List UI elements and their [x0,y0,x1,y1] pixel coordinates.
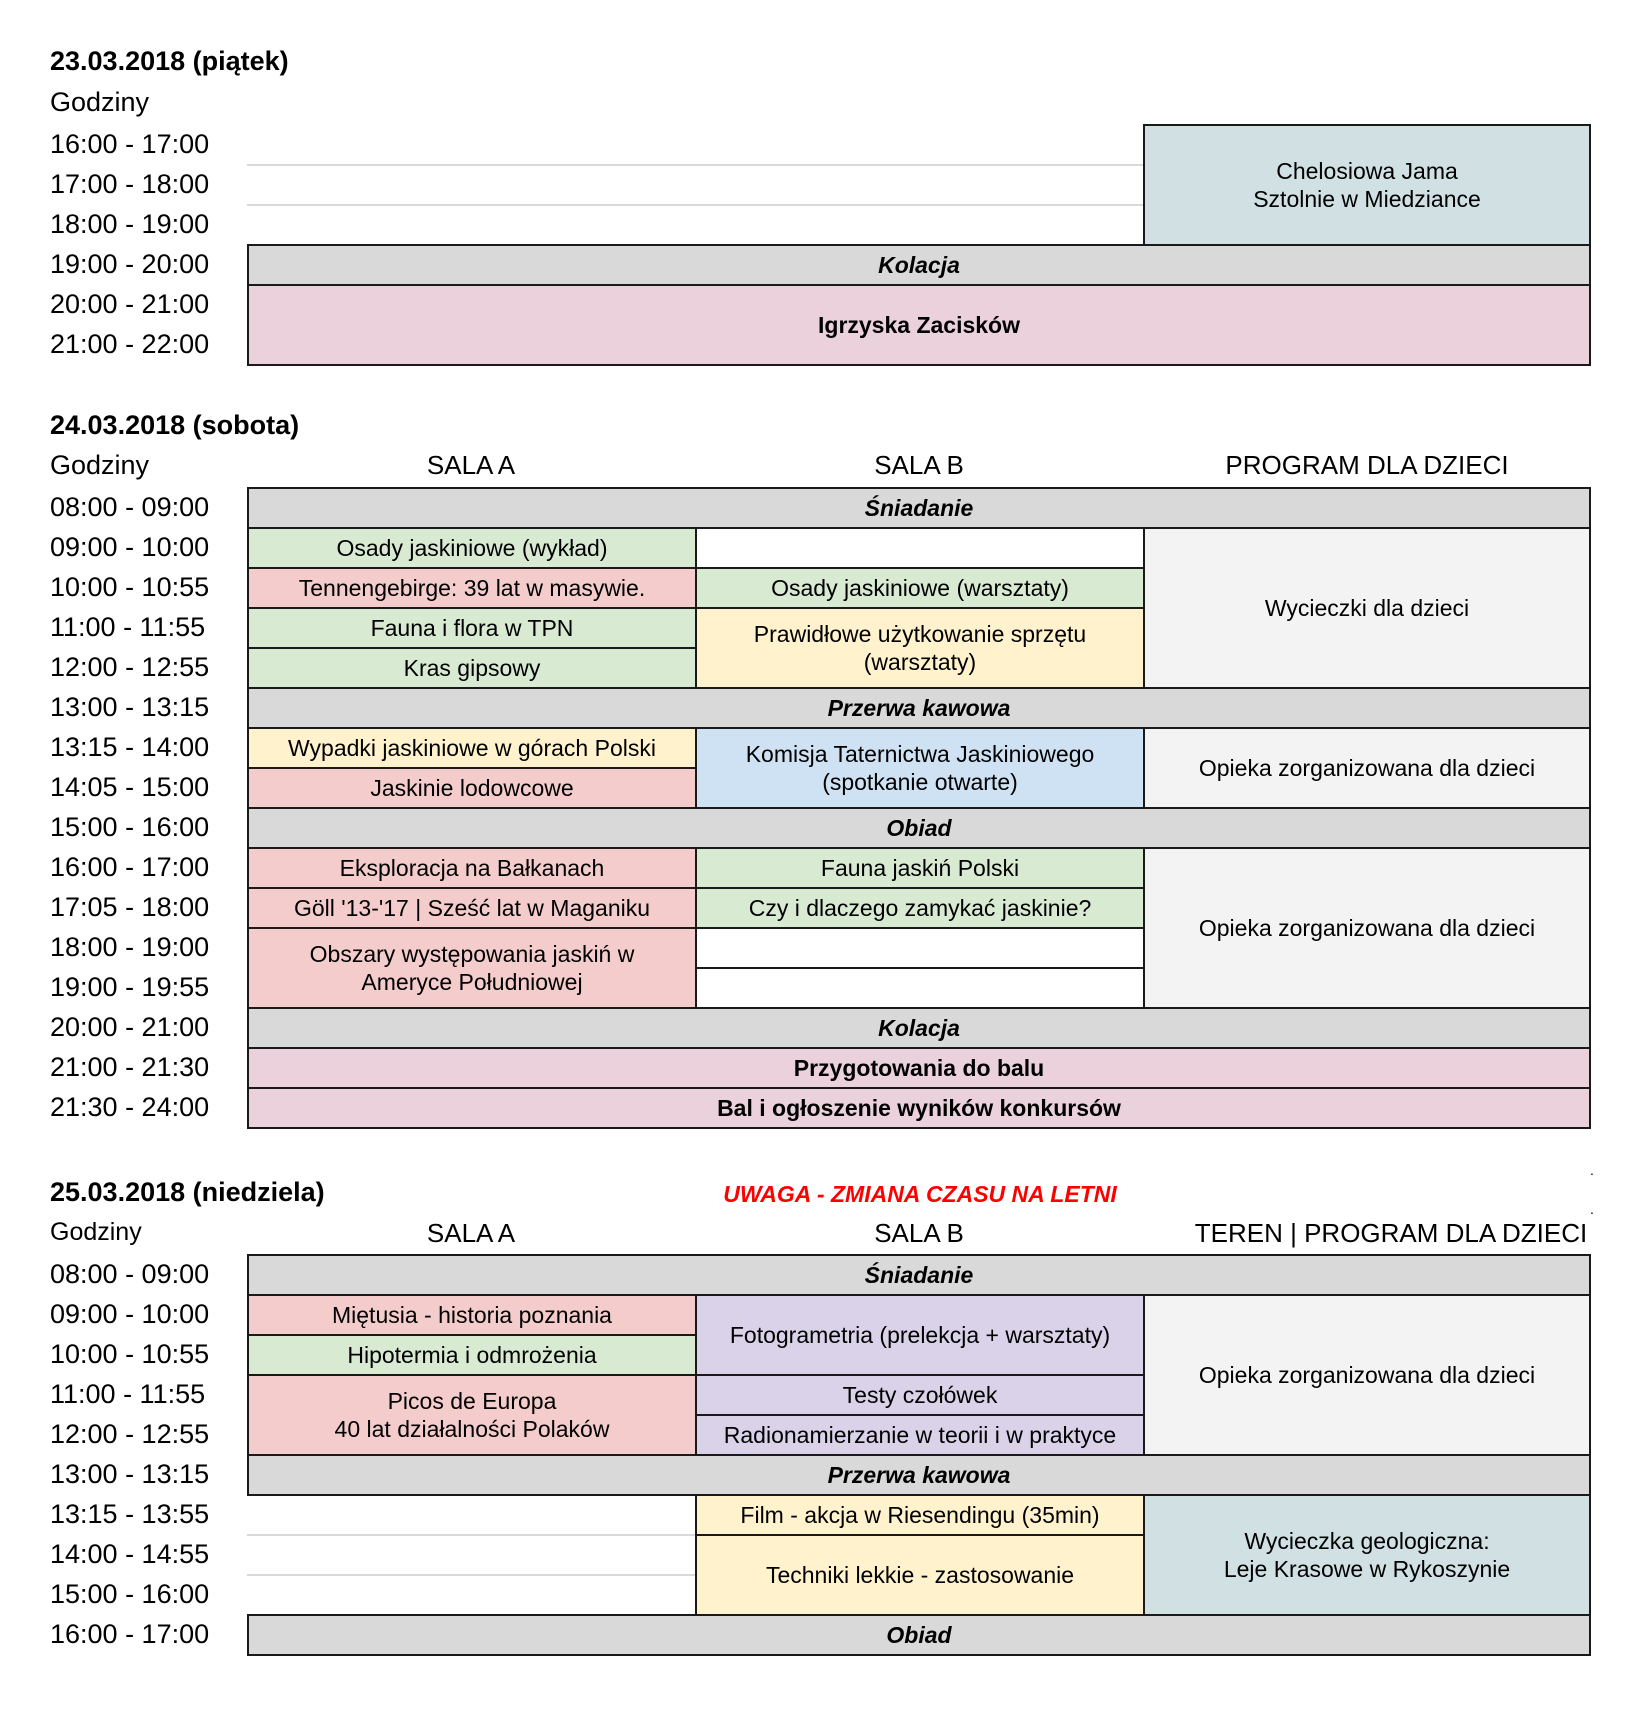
day-title: 24.03.2018 (sobota) [50,410,300,440]
event-commission: Komisja Taternictwa Jaskiniowego (spotkanie otwarte) [695,727,1145,809]
stray-dot: . [1590,1162,1594,1178]
grid-line [247,1574,695,1576]
time-slot: 21:00 - 21:30 [50,1052,210,1082]
event-games: Igrzyska Zacisków [247,284,1591,366]
event-radio: Radionamierzanie w teorii i w praktyce [695,1414,1145,1456]
time-slot: 12:00 - 12:55 [50,1419,210,1449]
time-slot: 17:00 - 18:00 [50,169,210,199]
time-slot: 21:30 - 24:00 [50,1092,210,1122]
event-dinner: Kolacja [247,1007,1591,1049]
event-cave-fauna: Fauna jaskiń Polski [695,847,1145,889]
time-slot: 16:00 - 17:00 [50,129,210,159]
time-slot: 13:00 - 13:15 [50,692,210,722]
column-header-sala-b: SALA B [874,1218,964,1248]
event-picos: Picos de Europa 40 lat działalności Polaków [247,1374,697,1456]
event-accidents: Wypadki jaskiniowe w górach Polski [247,727,697,769]
time-slot: 15:00 - 16:00 [50,812,210,842]
event-equipment-workshop: Prawidłowe użytkowanie sprzętu (warsztaty) [695,607,1145,689]
event-coffee-break: Przerwa kawowa [247,1454,1591,1496]
time-slot: 09:00 - 10:00 [50,532,210,562]
event-breakfast: Śniadanie [247,1254,1591,1296]
time-slot: 20:00 - 21:00 [50,289,210,319]
time-slot: 16:00 - 17:00 [50,1619,210,1649]
empty-slot [695,927,1145,969]
event-balkans: Eksploracja na Bałkanach [247,847,697,889]
event-breakfast: Śniadanie [247,487,1591,529]
time-slot: 17:05 - 18:00 [50,892,210,922]
column-header-sala-b: SALA B [874,450,964,480]
event-closing-caves: Czy i dlaczego zamykać jaskinie? [695,887,1145,929]
time-slot: 16:00 - 17:00 [50,852,210,882]
time-slot: 19:00 - 19:55 [50,972,210,1002]
event-coffee-break: Przerwa kawowa [247,687,1591,729]
event-settlements-workshop: Osady jaskiniowe (warsztaty) [695,567,1145,609]
time-slot: 10:00 - 10:55 [50,572,210,602]
time-slot: 14:00 - 14:55 [50,1539,210,1569]
event-settlements-lecture: Osady jaskiniowe (wykład) [247,527,697,569]
time-slot: 20:00 - 21:00 [50,1012,210,1042]
time-slot: 14:05 - 15:00 [50,772,210,802]
column-header-sala-a: SALA A [426,1218,516,1248]
event-dinner: Kolacja [247,244,1591,286]
time-slot: 21:00 - 22:00 [50,329,210,359]
column-header-sala-a: SALA A [426,450,516,480]
time-slot: 08:00 - 09:00 [50,492,210,522]
event-lunch: Obiad [247,1614,1591,1656]
event-cave-trip: Chelosiowa Jama Sztolnie w Miedziance [1143,124,1591,246]
column-header-field-kids: TEREN | PROGRAM DLA DZIECI [1194,1218,1588,1248]
event-ice-caves: Jaskinie lodowcowe [247,767,697,809]
event-photogrammetry: Fotogrametria (prelekcja + warsztaty) [695,1294,1145,1376]
time-slot: 13:00 - 13:15 [50,1459,210,1489]
time-slot: 13:15 - 13:55 [50,1499,210,1529]
empty-slot [695,527,1145,569]
event-ball-prep: Przygotowania do balu [247,1047,1591,1089]
time-slot: 10:00 - 10:55 [50,1339,210,1369]
event-kids-care: Opieka zorganizowana dla dzieci [1143,1294,1591,1456]
time-slot: 11:00 - 11:55 [50,1379,206,1409]
event-south-america: Obszary występowania jaskiń w Ameryce Południowej [247,927,697,1009]
event-kids-care: Opieka zorganizowana dla dzieci [1143,727,1591,809]
event-fauna-flora: Fauna i flora w TPN [247,607,697,649]
time-slot: 15:00 - 16:00 [50,1579,210,1609]
time-slot: 13:15 - 14:00 [50,732,210,762]
empty-slot [695,967,1145,1009]
column-header-kids: PROGRAM DLA DZIECI [1225,450,1509,480]
event-light-techniques: Techniki lekkie - zastosowanie [695,1534,1145,1616]
grid-line [247,1534,695,1536]
grid-line [247,204,1143,206]
event-film: Film - akcja w Riesendingu (35min) [695,1494,1145,1536]
event-tennengebirge: Tennengebirge: 39 lat w masywie. [247,567,697,609]
time-slot: 08:00 - 09:00 [50,1259,210,1289]
event-kids-trips: Wycieczki dla dzieci [1143,527,1591,689]
time-change-warning: UWAGA - ZMIANA CZASU NA LETNI [723,1181,1117,1207]
time-slot: 19:00 - 20:00 [50,249,210,279]
event-geo-trip: Wycieczka geologiczna: Leje Krasowe w Rykoszynie [1143,1494,1591,1616]
day-title: 23.03.2018 (piątek) [50,46,289,76]
day-title: 25.03.2018 (niedziela) [50,1177,325,1207]
time-slot: 12:00 - 12:55 [50,652,210,682]
time-slot: 11:00 - 11:55 [50,612,206,642]
time-slot: 18:00 - 19:00 [50,209,210,239]
stray-dot: . [1590,1201,1594,1217]
time-slot: 09:00 - 10:00 [50,1299,210,1329]
event-ball: Bal i ogłoszenie wyników konkursów [247,1087,1591,1129]
grid-line [247,164,1143,166]
hours-label: Godziny [50,450,150,480]
hours-label: Godziny [50,87,150,117]
event-mietusia: Miętusia - historia poznania [247,1294,697,1336]
event-lunch: Obiad [247,807,1591,849]
event-kids-care: Opieka zorganizowana dla dzieci [1143,847,1591,1009]
hours-label: Godziny [50,1218,142,1246]
event-hypothermia: Hipotermia i odmrożenia [247,1334,697,1376]
event-goll: Göll '13-'17 | Sześć lat w Maganiku [247,887,697,929]
event-headlamps: Testy czołówek [695,1374,1145,1416]
event-gypsum-karst: Kras gipsowy [247,647,697,689]
time-slot: 18:00 - 19:00 [50,932,210,962]
